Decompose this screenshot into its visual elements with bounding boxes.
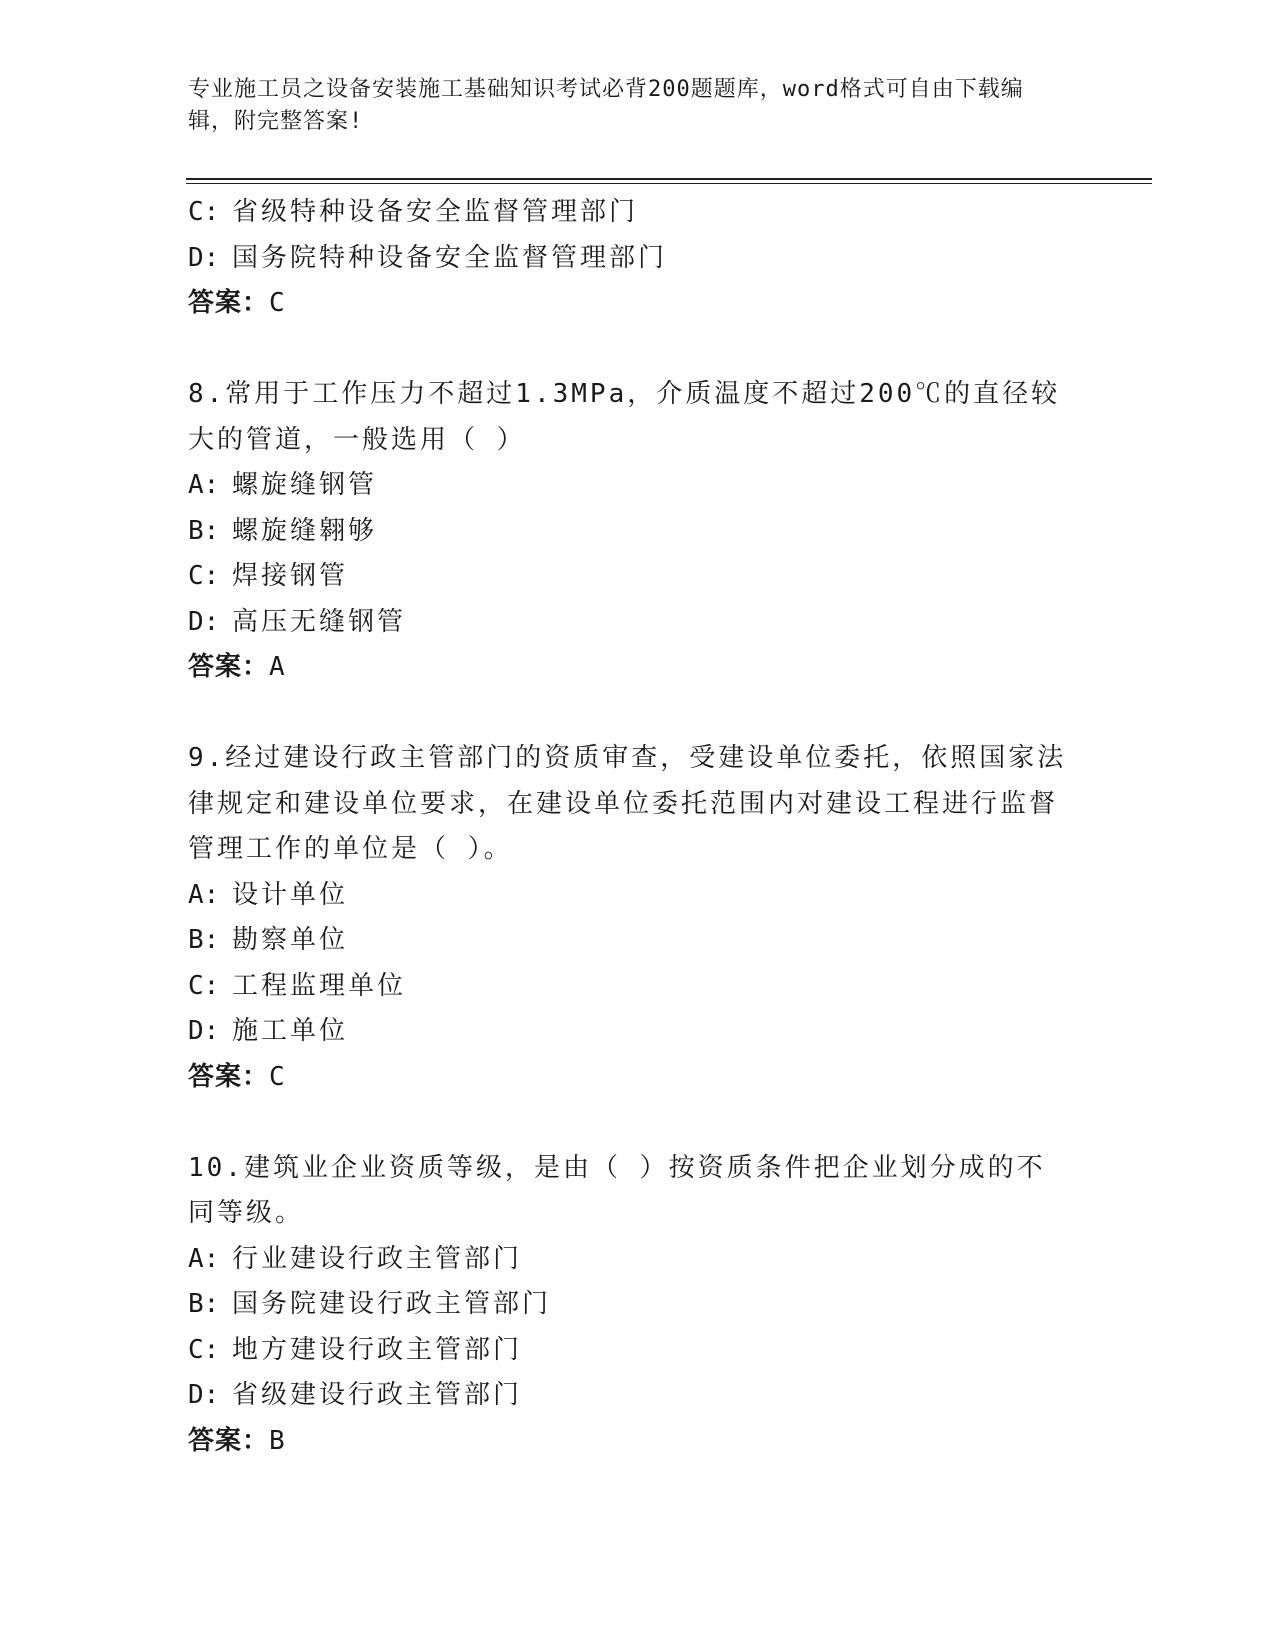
option-text: 工程监理单位 bbox=[232, 970, 407, 1001]
option-d bbox=[188, 1373, 1068, 1419]
option-letter: B: bbox=[188, 925, 220, 955]
option-a bbox=[188, 463, 1068, 509]
option-text: 高压无缝钢管 bbox=[232, 606, 407, 637]
option-letter: A: bbox=[188, 1243, 220, 1274]
answer-line bbox=[188, 645, 1068, 691]
answer-value: B bbox=[269, 1425, 286, 1456]
option-letter: D: bbox=[188, 1380, 220, 1410]
option-text: 设计单位 bbox=[232, 879, 349, 910]
option-a bbox=[188, 873, 1068, 919]
option-d bbox=[188, 236, 1068, 282]
option-text: 国务院特种设备安全监督管理部门 bbox=[232, 242, 668, 273]
spacer bbox=[188, 691, 1068, 737]
answer-value: C bbox=[269, 288, 286, 318]
answer-line bbox=[188, 1055, 1068, 1101]
option-d bbox=[188, 1009, 1068, 1055]
header-divider-thin bbox=[186, 183, 1152, 184]
option-letter: C: bbox=[188, 197, 220, 227]
answer-label: 答案： bbox=[188, 288, 270, 318]
option-letter: D: bbox=[188, 242, 220, 273]
option-letter: B: bbox=[188, 1289, 220, 1319]
answer-value: A bbox=[269, 652, 286, 682]
option-text: 地方建设行政主管部门 bbox=[232, 1334, 523, 1365]
option-letter: D: bbox=[188, 1016, 220, 1046]
answer-label: 答案： bbox=[188, 1425, 270, 1456]
option-text: 省级特种设备安全监督管理部门 bbox=[232, 197, 639, 227]
answer-line bbox=[188, 281, 1068, 327]
option-letter: A: bbox=[188, 470, 220, 500]
option-letter: C: bbox=[188, 1334, 220, 1365]
answer-label: 答案： bbox=[188, 652, 270, 682]
spacer bbox=[188, 327, 1068, 373]
question-7-fragment bbox=[188, 190, 1068, 327]
option-text: 行业建设行政主管部门 bbox=[232, 1243, 523, 1274]
option-b bbox=[188, 509, 1068, 555]
option-text: 螺旋缝钢管 bbox=[232, 470, 378, 500]
option-letter: C: bbox=[188, 561, 220, 591]
option-c bbox=[188, 964, 1068, 1010]
option-text: 焊接钢管 bbox=[232, 561, 349, 591]
option-text: 螺旋缝翱够 bbox=[232, 515, 378, 546]
spacer bbox=[188, 1100, 1068, 1146]
option-text: 勘察单位 bbox=[232, 925, 349, 955]
option-c bbox=[188, 1328, 1068, 1374]
option-letter: C: bbox=[188, 970, 220, 1001]
document-body bbox=[188, 190, 1068, 1464]
answer-line bbox=[188, 1419, 1068, 1465]
question-text: 8.常用于工作压力不超过1.3MPa，介质温度不超过200℃的直径较大的管道，一般选用（ ） bbox=[188, 379, 1061, 455]
question-text: 10.建筑业企业资质等级，是由（ ）按资质条件把企业划分成的不同等级。 bbox=[188, 1152, 1046, 1228]
option-c bbox=[188, 554, 1068, 600]
option-b bbox=[188, 1282, 1068, 1328]
answer-value: C bbox=[269, 1061, 286, 1092]
question-10 bbox=[188, 1146, 1068, 1465]
option-letter: D: bbox=[188, 606, 220, 637]
question-8 bbox=[188, 372, 1068, 691]
option-letter: A: bbox=[188, 879, 220, 910]
option-text: 国务院建设行政主管部门 bbox=[232, 1289, 552, 1319]
option-a bbox=[188, 1237, 1068, 1283]
question-9 bbox=[188, 736, 1068, 1100]
option-c bbox=[188, 190, 1068, 236]
option-letter: B: bbox=[188, 515, 220, 546]
option-text: 施工单位 bbox=[232, 1016, 349, 1046]
option-text: 省级建设行政主管部门 bbox=[232, 1380, 523, 1410]
option-d bbox=[188, 600, 1068, 646]
answer-label: 答案： bbox=[188, 1061, 270, 1092]
question-text: 9.经过建设行政主管部门的资质审查，受建设单位委托，依照国家法律规定和建设单位要求，在建设单位委托范围内对建设工程进行监督管理工作的单位是（ ）。 bbox=[188, 743, 1067, 864]
document-header bbox=[188, 74, 1068, 138]
header-divider-thick bbox=[186, 178, 1152, 180]
option-b bbox=[188, 918, 1068, 964]
document-title: 专业施工员之设备安装施工基础知识考试必背200题题库，word格式可自由下载编辑，附完整答案! bbox=[188, 77, 1024, 134]
